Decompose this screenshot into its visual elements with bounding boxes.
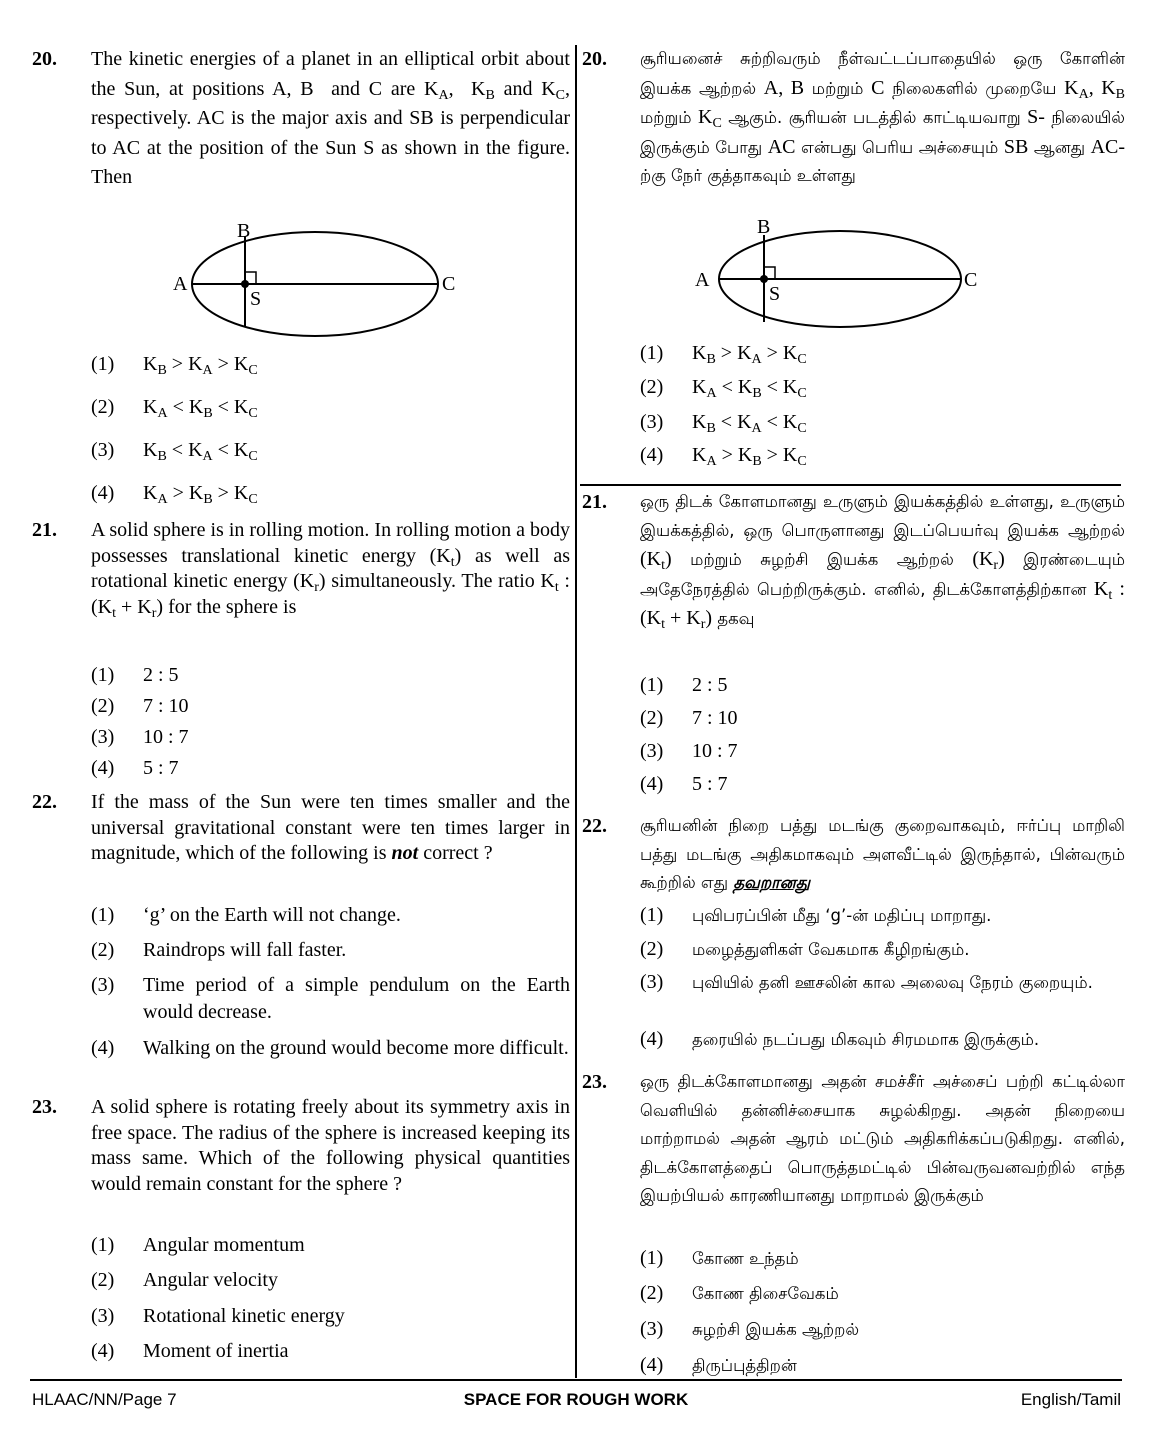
question-number: 23. [32, 1096, 57, 1118]
label-a: A [173, 273, 188, 295]
question-number: 20. [32, 48, 57, 70]
ellipse-orbit-figure-ta [685, 215, 1015, 345]
question-21-ta [580, 488, 1125, 634]
question-number: 22. [582, 815, 607, 837]
question-22-ta [580, 812, 1125, 898]
footer-rule [30, 1379, 1122, 1381]
label-s: S [250, 288, 262, 310]
question-number: 20. [582, 48, 607, 70]
question-22-en [30, 790, 570, 867]
footer-rough-work: SPACE FOR ROUGH WORK [463, 1390, 689, 1409]
question-text: ஒரு திடக் கோளமானது உருளும் இயக்கத்தில் உள்ளது, உருளும் இயக்கத்தில், ஒரு பொருளானது இடப்பெயர்வு இயக்க ஆற்றல் $(K_t)$ மற்றும் சுழற்சி இயக்க ஆற்றல் $(K_r)$ இரண்டையும் அதேநேரத்தில் பெற்றிருக்கும். எனில், திடக்கோளத்திற்கான $K_t$ : $(K_t + K_r)$ தகவு [640, 492, 1126, 632]
label-b: B [757, 216, 771, 238]
question-text: சூரியனின் நிறை பத்து மடங்கு குறைவாகவும், ஈர்ப்பு மாறிலி பத்து மடங்கு அதிகமாகவும் அளவீட்டில் இருந்தால், பின்வரும் கூற்றில் எது தவறானது [640, 816, 1125, 892]
question-text: The kinetic energies of a planet in an elliptical orbit about the Sun, at positions A, B and C are $K_A$, $K_B$ and $K_C$, respectively. AC is the major axis and SB is perpendicular to AC at the position of the Sun S as shown in the figure. Then [91, 48, 570, 188]
label-b: B [237, 220, 251, 242]
question-text: ஒரு திடக்கோளமானது அதன் சமச்சீர் அச்சைப் பற்றி கட்டில்லா வெளியில் தன்னிச்சையாக சுழல்கிறது. அதன் நிறையை மாற்றாமல் அதன் ஆரம் மட்டும் அதிகரிக்கப்படுகிறது. எனில், திடக்கோளத்தைப் பொருத்தமட்டில் பின்வருவனவற்றில் எந்த இயற்பியல் காரணியானது மாறாமல் இருக்கும் [640, 1072, 1125, 1205]
question-21-en [30, 518, 570, 620]
label-a: A [695, 269, 710, 291]
label-c: C [964, 269, 978, 291]
label-c: C [442, 273, 456, 295]
question-23-en [30, 1095, 570, 1197]
question-number: 22. [32, 791, 57, 813]
question-number: 21. [582, 491, 607, 513]
column-divider [575, 45, 577, 1378]
question-text: A solid sphere is rotating freely about its symmetry axis in free space. The radius of the sphere is increased keeping its mass same. Which of the following physical quantities would remain constant for the sphere ? [91, 1096, 570, 1195]
question-text: A solid sphere is in rolling motion. In rolling motion a body possesses translational kinetic energy $(K_t)$ as well as rotational kinetic energy $(K_r)$ simultaneously. The ratio $K_t$ : $(K_t + K_r)$ for the sphere is [91, 519, 571, 621]
tamil-section-divider [580, 484, 1121, 486]
question-text: சூரியனைச் சுற்றிவரும் நீள்வட்டப்பாதையில் ஒரு கோளின் இயக்க ஆற்றல் A, B மற்றும் C நிலைகளில் முறையே $K_A$, $K_B$ மற்றும் $K_C$ ஆகும். சூரியன் படத்தில் காட்டியவாறு S- நிலையில் இருக்கும் போது AC என்பது பெரிய அச்சையும் SB ஆனது AC-ற்கு நேர் குத்தாகவும் உள்ளது [640, 49, 1126, 185]
sun-point [241, 280, 249, 288]
footer-language: English/Tamil [1020, 1390, 1121, 1409]
label-s: S [769, 283, 781, 305]
question-23-ta [580, 1068, 1125, 1211]
footer-page-code: HLAAC/NN/Page 7 [32, 1390, 177, 1409]
sun-point [760, 275, 768, 283]
question-20-ta [580, 45, 1125, 191]
question-text: If the mass of the Sun were ten times smaller and the universal gravitational constant were ten times larger in magnitude, which of the following is not correct ? [91, 791, 570, 864]
question-number: 21. [32, 519, 57, 541]
question-number: 23. [582, 1071, 607, 1093]
question-20-en [30, 45, 570, 193]
